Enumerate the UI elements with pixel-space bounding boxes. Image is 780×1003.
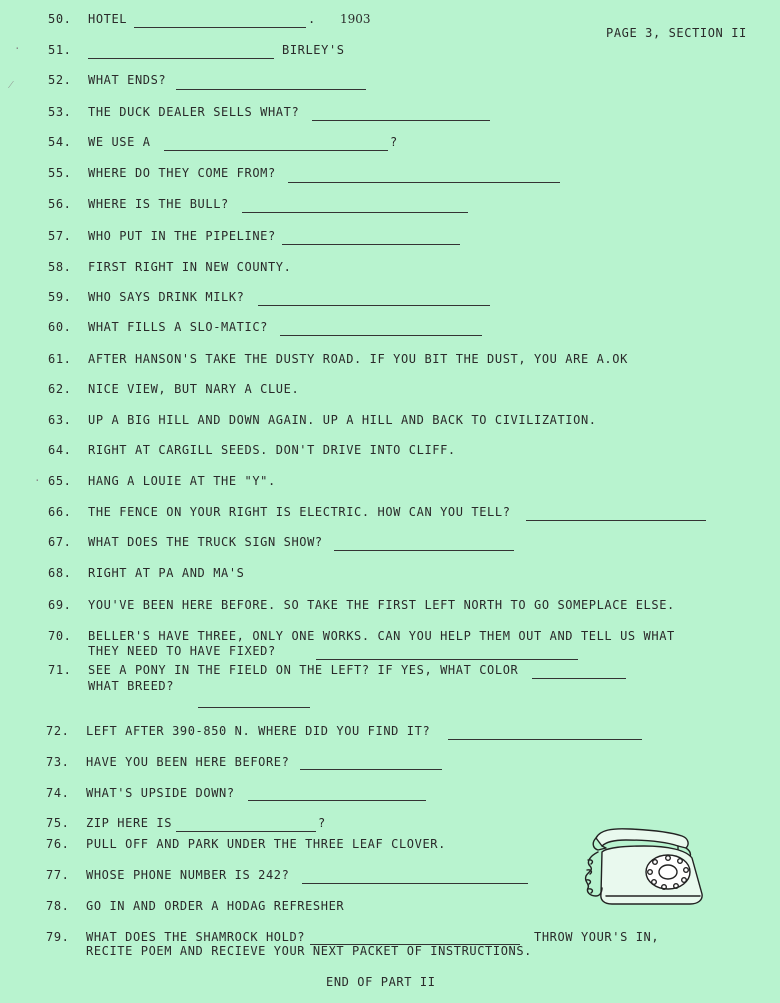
item-number: 61.	[48, 352, 72, 366]
answer-blank[interactable]	[526, 520, 706, 521]
answer-blank[interactable]	[282, 244, 460, 245]
item-text: RECITE POEM AND RECIEVE YOUR NEXT PACKET OF INSTRUCTIONS.	[86, 944, 533, 958]
item-text: WHERE DO THEY COME FROM?	[88, 166, 276, 180]
item-number: 60.	[48, 320, 72, 334]
item-text: ZIP HERE IS	[86, 816, 173, 830]
item-number: 51.	[48, 43, 72, 57]
item-text: BELLER'S HAVE THREE, ONLY ONE WORKS. CAN YOU HELP THEM OUT AND TELL US WHAT	[88, 629, 675, 643]
item-text: WHAT BREED?	[88, 679, 175, 693]
item-text: NICE VIEW, BUT NARY A CLUE.	[88, 382, 300, 396]
page-label: PAGE 3, SECTION II	[606, 26, 747, 40]
item-text: ?	[318, 816, 326, 830]
answer-blank[interactable]	[288, 182, 560, 183]
item-number: 67.	[48, 535, 72, 549]
item-text: .	[308, 12, 316, 26]
item-number: 50.	[48, 12, 72, 26]
item-text: PULL OFF AND PARK UNDER THE THREE LEAF CLOVER.	[86, 837, 446, 851]
item-number: 65.	[48, 474, 72, 488]
margin-mark: ·	[34, 474, 42, 487]
item-text: WHAT FILLS A SLO-MATIC?	[88, 320, 268, 334]
item-text: THROW YOUR'S IN,	[534, 930, 660, 944]
item-text: HOTEL	[88, 12, 128, 26]
answer-blank[interactable]	[334, 550, 514, 551]
item-text: WHAT ENDS?	[88, 73, 167, 87]
margin-mark: ⁄	[10, 78, 13, 91]
margin-mark: ·	[14, 42, 22, 55]
item-text: SEE A PONY IN THE FIELD ON THE LEFT? IF YES, WHAT COLOR	[88, 663, 519, 677]
item-text: WHAT DOES THE SHAMROCK HOLD?	[86, 930, 306, 944]
item-text: AFTER HANSON'S TAKE THE DUSTY ROAD. IF YOU BIT THE DUST, YOU ARE A.OK	[88, 352, 628, 366]
year-text: 1903	[340, 12, 371, 26]
answer-blank[interactable]	[258, 305, 490, 306]
item-text: HAVE YOU BEEN HERE BEFORE?	[86, 755, 290, 769]
answer-blank[interactable]	[88, 58, 274, 59]
answer-blank[interactable]	[198, 707, 310, 708]
item-text: WHERE IS THE BULL?	[88, 197, 229, 211]
item-number: 74.	[46, 786, 70, 800]
item-text: BIRLEY'S	[282, 43, 345, 57]
item-number: 66.	[48, 505, 72, 519]
item-text: YOU'VE BEEN HERE BEFORE. SO TAKE THE FIRST LEFT NORTH TO GO SOMEPLACE ELSE.	[88, 598, 675, 612]
end-of-part-label: END OF PART II	[326, 975, 436, 989]
item-number: 76.	[46, 837, 70, 851]
answer-blank[interactable]	[280, 335, 482, 336]
item-text: WHO PUT IN THE PIPELINE?	[88, 229, 276, 243]
answer-blank[interactable]	[164, 150, 388, 151]
item-number: 58.	[48, 260, 72, 274]
answer-blank[interactable]	[134, 27, 306, 28]
item-number: 54.	[48, 135, 72, 149]
item-text: WHOSE PHONE NUMBER IS 242?	[86, 868, 290, 882]
item-text: ?	[390, 135, 398, 149]
answer-blank[interactable]	[312, 120, 490, 121]
answer-blank[interactable]	[448, 739, 642, 740]
item-number: 78.	[46, 899, 70, 913]
item-number: 69.	[48, 598, 72, 612]
answer-blank[interactable]	[242, 212, 468, 213]
item-number: 63.	[48, 413, 72, 427]
item-text: LEFT AFTER 390-850 N. WHERE DID YOU FIND IT?	[86, 724, 431, 738]
item-text: WHO SAYS DRINK MILK?	[88, 290, 245, 304]
item-text: FIRST RIGHT IN NEW COUNTY.	[88, 260, 292, 274]
item-number: 56.	[48, 197, 72, 211]
item-text: THE FENCE ON YOUR RIGHT IS ELECTRIC. HOW CAN YOU TELL?	[88, 505, 511, 519]
answer-blank[interactable]	[532, 678, 626, 679]
item-text: UP A BIG HILL AND DOWN AGAIN. UP A HILL AND BACK TO CIVILIZATION.	[88, 413, 597, 427]
item-text: WHAT'S UPSIDE DOWN?	[86, 786, 235, 800]
item-number: 59.	[48, 290, 72, 304]
item-number: 53.	[48, 105, 72, 119]
answer-blank[interactable]	[248, 800, 426, 801]
answer-blank[interactable]	[176, 831, 316, 832]
item-number: 75.	[46, 816, 70, 830]
item-number: 71.	[48, 663, 72, 677]
answer-blank[interactable]	[300, 769, 442, 770]
item-text: THE DUCK DEALER SELLS WHAT?	[88, 105, 300, 119]
item-text: THEY NEED TO HAVE FIXED?	[88, 644, 276, 658]
answer-blank[interactable]	[302, 883, 528, 884]
item-number: 72.	[46, 724, 70, 738]
item-number: 77.	[46, 868, 70, 882]
item-text: RIGHT AT PA AND MA'S	[88, 566, 245, 580]
item-text: WE USE A	[88, 135, 151, 149]
item-number: 64.	[48, 443, 72, 457]
item-text: HANG A LOUIE AT THE "Y".	[88, 474, 276, 488]
item-number: 68.	[48, 566, 72, 580]
item-number: 70.	[48, 629, 72, 643]
item-number: 62.	[48, 382, 72, 396]
item-text: WHAT DOES THE TRUCK SIGN SHOW?	[88, 535, 323, 549]
item-number: 79.	[46, 930, 70, 944]
item-text: GO IN AND ORDER A HODAG REFRESHER	[86, 899, 345, 913]
answer-blank[interactable]	[176, 89, 366, 90]
rotary-telephone-icon	[582, 826, 708, 908]
answer-blank[interactable]	[316, 659, 578, 660]
item-text: RIGHT AT CARGILL SEEDS. DON'T DRIVE INTO CLIFF.	[88, 443, 456, 457]
item-number: 73.	[46, 755, 70, 769]
item-number: 52.	[48, 73, 72, 87]
item-number: 57.	[48, 229, 72, 243]
item-number: 55.	[48, 166, 72, 180]
